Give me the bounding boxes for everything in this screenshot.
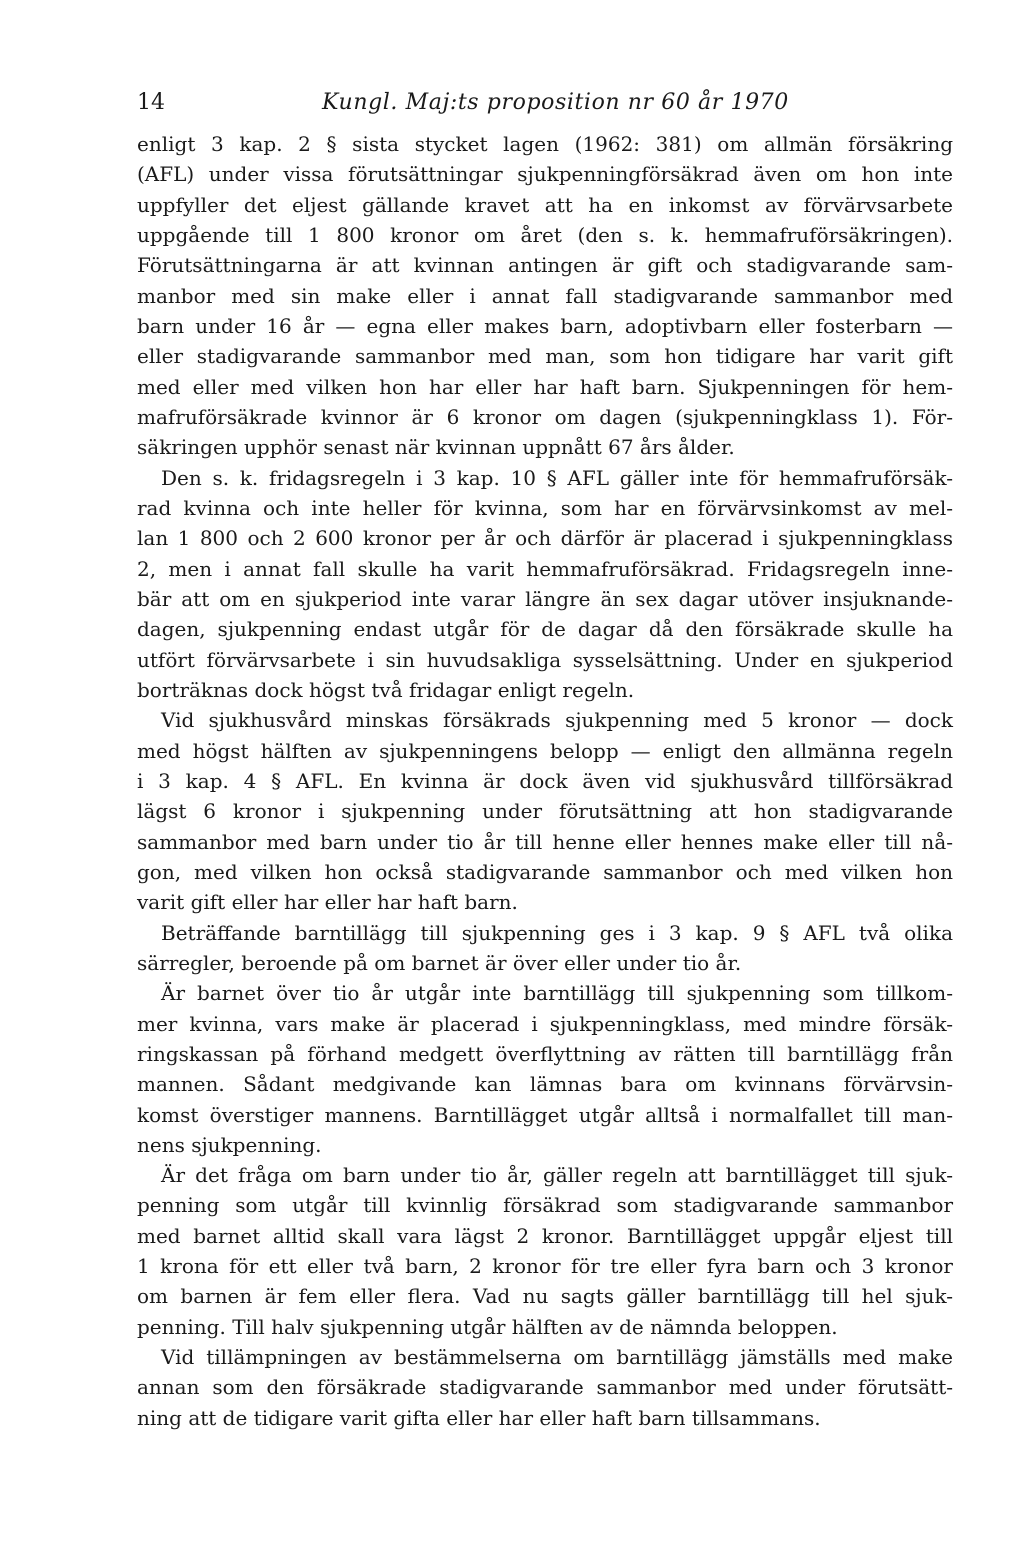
paragraph-5	[137, 978, 953, 1160]
text-line: Är barnet över tio år utgår inte barntillägg till sjukpenning som tillkom-	[161, 981, 953, 1006]
text-line: säkringen upphör senast när kvinnan uppnått 67 års ålder.	[137, 435, 735, 460]
text-line: sammanbor med barn under tio år till henne eller hennes make eller till nå-	[137, 829, 953, 854]
text-line: rad kvinna och inte heller för kvinna, som har en förvärvsinkomst av mel-	[137, 495, 953, 520]
text-line: penning som utgår till kvinnlig försäkrad som stadigvarande sammanbor	[137, 1193, 953, 1218]
text-line: dagen, sjukpenning endast utgår för de dagar då den försäkrade skulle ha	[137, 617, 953, 642]
text-line: om barnen är fem eller flera. Vad nu sagts gäller barntillägg till hel sjuk-	[137, 1284, 953, 1309]
text-line: eller stadigvarande sammanbor med man, som hon tidigare har varit gift	[137, 344, 953, 369]
text-line: med högst hälften av sjukpenningens belopp — enligt den allmänna regeln	[137, 738, 953, 763]
text-line: med eller med vilken hon har eller har haft barn. Sjukpenningen för hem-	[137, 374, 953, 399]
text-line: bär att om en sjukperiod inte varar längre än sex dagar utöver insjuknande-	[137, 586, 953, 611]
text-line: 2, men i annat fall skulle ha varit hemmafruförsäkrad. Fridagsregeln inne-	[137, 556, 953, 581]
text-line: enligt 3 kap. 2 § sista stycket lagen (1962: 381) om allmän försäkring	[137, 132, 953, 156]
paragraph-7	[137, 1342, 953, 1433]
text-line: gon, med vilken hon också stadigvarande sammanbor och med vilken hon	[137, 859, 953, 884]
running-head	[137, 88, 892, 118]
text-line: med barnet alltid skall vara lägst 2 kronor. Barntillägget uppgår eljest till	[137, 1223, 953, 1248]
paragraph-6	[137, 1160, 953, 1342]
text-line: ringskassan på förhand medgett överflyttning av rätten till barntillägg från	[137, 1041, 953, 1066]
paragraph-4	[137, 918, 953, 979]
text-line: lan 1 800 och 2 600 kronor per år och därför är placerad i sjukpenningklass	[137, 526, 953, 551]
text-line: annan som den försäkrade stadigvarande sammanbor med under förutsätt-	[137, 1375, 953, 1400]
text-line: Beträffande barntillägg till sjukpenning ges i 3 kap. 9 § AFL två olika	[161, 920, 953, 945]
text-line: uppgående till 1 800 kronor om året (den s. k. hemmafruförsäkringen).	[137, 222, 953, 247]
body-text	[137, 129, 953, 1433]
text-line: barn under 16 år — egna eller makes barn, adoptivbarn eller fosterbarn —	[137, 313, 953, 338]
paragraph-2	[137, 463, 953, 706]
text-line: varit gift eller har eller har haft barn.	[137, 890, 518, 915]
text-line: Är det fråga om barn under tio år, gäller regeln att barntillägget till sjuk-	[161, 1163, 953, 1188]
text-line: borträknas dock högst två fridagar enligt regeln.	[137, 677, 635, 702]
text-line: Förutsättningarna är att kvinnan antingen är gift och stadigvarande sam-	[137, 253, 953, 278]
text-line: penning. Till halv sjukpenning utgår hälften av de nämnda beloppen.	[137, 1314, 838, 1339]
text-line: uppfyller det eljest gällande kravet att ha en inkomst av förvärvsarbete	[137, 192, 953, 217]
text-line: mannen. Sådant medgivande kan lämnas bara om kvinnans förvärvsin-	[137, 1072, 953, 1097]
text-line: nens sjukpenning.	[137, 1132, 322, 1157]
text-line: Den s. k. fridagsregeln i 3 kap. 10 § AFL gäller inte för hemmafruförsäk-	[161, 465, 953, 490]
text-line: i 3 kap. 4 § AFL. En kvinna är dock även vid sjukhusvård tillförsäkrad	[137, 768, 953, 793]
paragraph-3	[137, 705, 953, 917]
text-line: Vid sjukhusvård minskas försäkrads sjukpenning med 5 kronor — dock	[161, 708, 953, 733]
paragraph-1	[137, 129, 953, 463]
text-line: mer kvinna, vars make är placerad i sjukpenningklass, med mindre försäk-	[137, 1011, 953, 1036]
running-title: Kungl. Maj:ts proposition nr 60 år 1970	[322, 90, 789, 115]
text-line: särregler, beroende på om barnet är över eller under tio år.	[137, 950, 742, 975]
text-line: manbor med sin make eller i annat fall stadigvarande sammanbor med	[137, 283, 953, 308]
text-line: komst överstiger mannens. Barntillägget utgår alltså i normalfallet till man-	[137, 1102, 953, 1127]
page-number: 14	[137, 90, 165, 115]
text-line: ning att de tidigare varit gifta eller har eller haft barn tillsammans.	[137, 1405, 821, 1430]
text-line: 1 krona för ett eller två barn, 2 kronor för tre eller fyra barn och 3 kronor	[137, 1254, 953, 1279]
text-line: mafruförsäkrade kvinnor är 6 kronor om dagen (sjukpenningklass 1). För-	[137, 404, 953, 429]
text-line: utfört förvärvsarbete i sin huvudsakliga sysselsättning. Under en sjukperiod	[137, 647, 953, 672]
text-line: (AFL) under vissa förutsättningar sjukpenningförsäkrad även om hon inte	[137, 162, 953, 187]
text-line: lägst 6 kronor i sjukpenning under förutsättning att hon stadigvarande	[137, 799, 953, 824]
text-line: Vid tillämpningen av bestämmelserna om barntillägg jämställs med make	[161, 1345, 953, 1370]
